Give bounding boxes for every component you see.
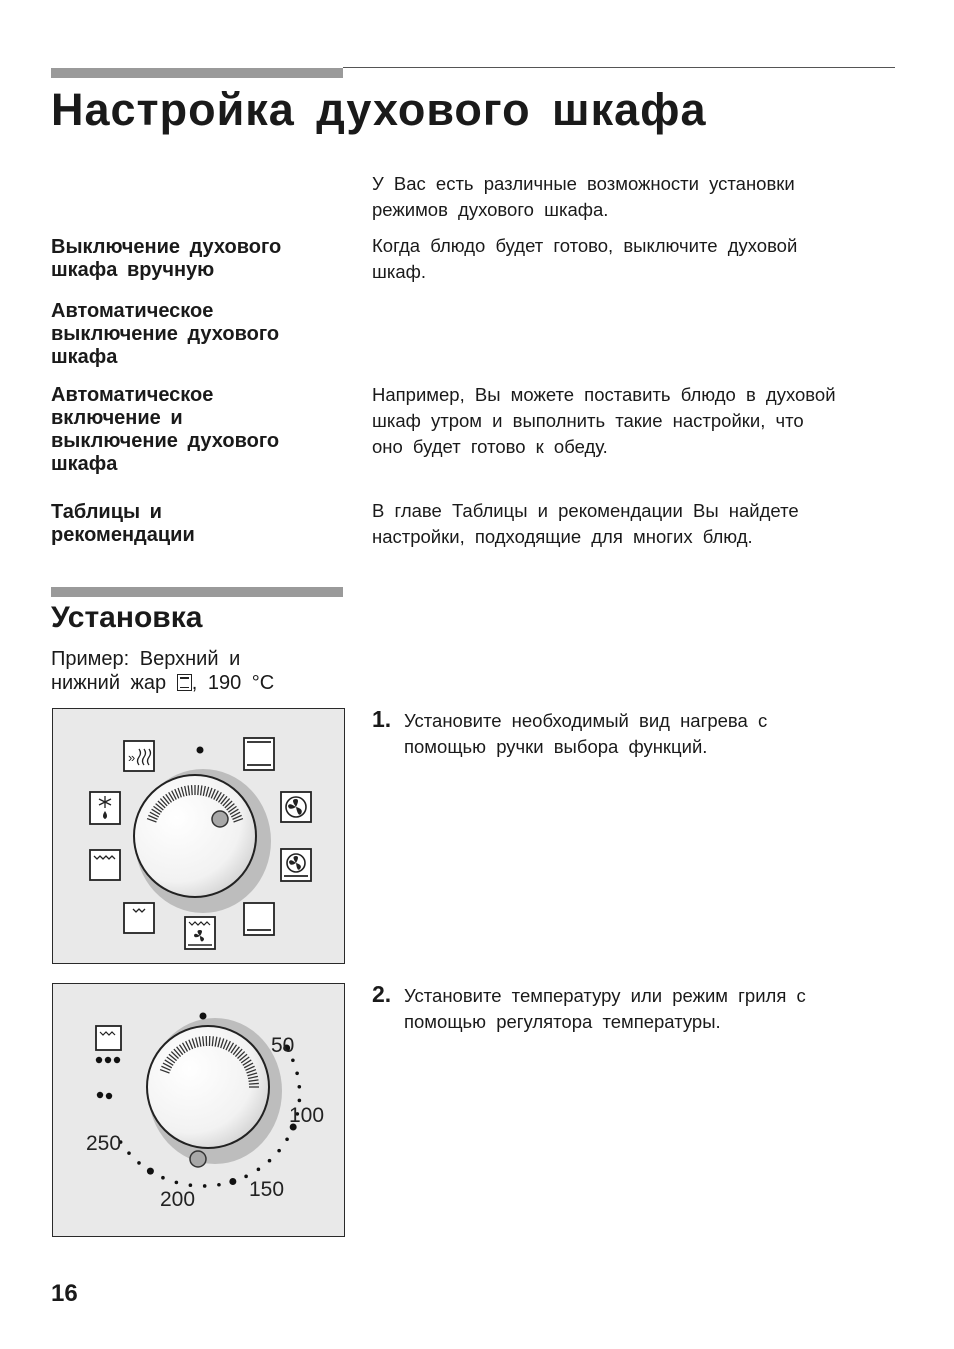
grill-level-3-dots — [96, 1057, 120, 1063]
text-line: Например, Вы можете поставить блюдо в духовой — [372, 384, 836, 405]
scale-dot — [277, 1149, 281, 1153]
intro-line: режимов духового шкафа. — [372, 199, 609, 220]
text-line: настройки, подходящие для многих блюд. — [372, 526, 753, 547]
text-line: помощью ручки выбора функций. — [404, 736, 708, 757]
heading-line: Автоматическое — [51, 300, 214, 322]
scale-dot — [175, 1181, 179, 1185]
section-tables-text — [372, 498, 912, 550]
heading-line: выключение духового — [51, 323, 280, 345]
scale-dot — [257, 1168, 261, 1172]
step-2 — [372, 981, 391, 1008]
section-manual-off-heading — [51, 236, 351, 282]
step-2-text — [404, 983, 944, 1035]
text-line: шкаф утром и выполнить такие настройки, что — [372, 410, 804, 431]
text-line: Когда блюдо будет готово, выключите духовой — [372, 235, 798, 256]
pizza-setting-icon — [185, 917, 215, 949]
temp-label-200: 200 — [160, 1188, 196, 1211]
temp-label-250: 250 — [86, 1132, 122, 1155]
install-heading: Установка — [51, 601, 203, 634]
off-position-dot — [200, 1013, 207, 1020]
scale-dot — [298, 1099, 302, 1103]
text-line: оно будет готово к обеду. — [372, 436, 608, 457]
defrost-icon — [90, 792, 120, 824]
grill-level-2-dots — [97, 1092, 112, 1099]
scale-dot — [244, 1175, 248, 1179]
scale-dot — [161, 1176, 165, 1180]
step-1-text — [404, 708, 944, 760]
heading-line: шкафа вручную — [51, 259, 215, 281]
knob-ridge — [198, 785, 199, 795]
top-bottom-heat-icon — [244, 738, 274, 770]
section-tables-heading — [51, 501, 351, 547]
section-auto-off-heading — [51, 300, 351, 369]
text-line: шкаф. — [372, 261, 426, 282]
scale-dot — [295, 1072, 299, 1076]
section-auto-on-off-text — [372, 382, 912, 460]
scale-dot — [285, 1138, 289, 1142]
hot-air-grill-icon — [124, 741, 154, 771]
step-number: 1. — [372, 706, 392, 732]
scale-dot — [203, 1184, 207, 1188]
hot-air-icon — [281, 792, 311, 822]
function-selector-drawing — [53, 709, 343, 962]
header-rule — [343, 67, 895, 68]
example-line: Пример: Верхний и — [51, 648, 241, 670]
header-accent-bar — [51, 68, 343, 78]
temperature-selector-figure — [52, 983, 345, 1237]
scale-dot — [127, 1151, 131, 1155]
off-position-dot — [197, 747, 204, 754]
text-line: помощью регулятора температуры. — [404, 1011, 721, 1032]
temperature-selector-drawing — [53, 984, 343, 1235]
bottom-heat-icon — [244, 903, 274, 935]
heading-line: Таблицы и — [51, 501, 162, 523]
heading-line: шкафа — [51, 346, 118, 368]
scale-dot — [291, 1058, 295, 1062]
scale-dot — [137, 1161, 141, 1165]
scale-dot — [147, 1168, 154, 1175]
top-bottom-heat-icon — [177, 674, 192, 691]
section-manual-off-text — [372, 233, 912, 285]
scale-dot — [189, 1183, 193, 1187]
small-grill-icon — [124, 903, 154, 933]
scale-dot — [229, 1178, 236, 1185]
temp-label-50: 50 — [271, 1034, 295, 1057]
scale-dot — [268, 1159, 272, 1163]
example-text: нижний жар — [51, 672, 167, 694]
heading-line: включение и — [51, 407, 183, 429]
install-example — [51, 647, 351, 695]
page-number: 16 — [51, 1280, 78, 1307]
knob-ridge — [192, 785, 193, 795]
scale-dot — [217, 1183, 221, 1187]
scale-dot — [298, 1085, 302, 1089]
heading-line: выключение духового — [51, 430, 280, 452]
install-accent-bar — [51, 587, 343, 597]
step-1 — [372, 706, 391, 733]
page-title: Настройка духового шкафа — [51, 84, 707, 135]
step-number: 2. — [372, 981, 392, 1007]
hot-air-eco-icon — [281, 849, 311, 881]
temp-label-100: 100 — [289, 1104, 325, 1127]
intro-text — [372, 171, 912, 223]
example-line — [51, 671, 351, 695]
knob-indicator-dot — [190, 1151, 206, 1167]
heading-line: Выключение духового — [51, 236, 282, 258]
temp-label-150: 150 — [249, 1178, 285, 1201]
knob-ridge — [249, 1083, 259, 1084]
text-line: В главе Таблицы и рекомендации Вы найдете — [372, 500, 799, 521]
text-line: Установите необходимый вид нагрева с — [404, 710, 768, 731]
grill-icon — [90, 850, 120, 880]
text-line: Установите температуру или режим гриля с — [404, 985, 806, 1006]
heading-line: шкафа — [51, 453, 118, 475]
heading-line: рекомендации — [51, 524, 195, 546]
intro-line: У Вас есть различные возможности установки — [372, 173, 795, 194]
section-auto-on-off-heading — [51, 384, 351, 476]
svg-text:»: » — [128, 750, 136, 765]
grill-icon — [96, 1026, 121, 1050]
heading-line: Автоматическое — [51, 384, 214, 406]
knob-indicator-dot — [212, 811, 228, 827]
example-text: , 190 °C — [191, 672, 275, 694]
function-selector-figure — [52, 708, 345, 964]
